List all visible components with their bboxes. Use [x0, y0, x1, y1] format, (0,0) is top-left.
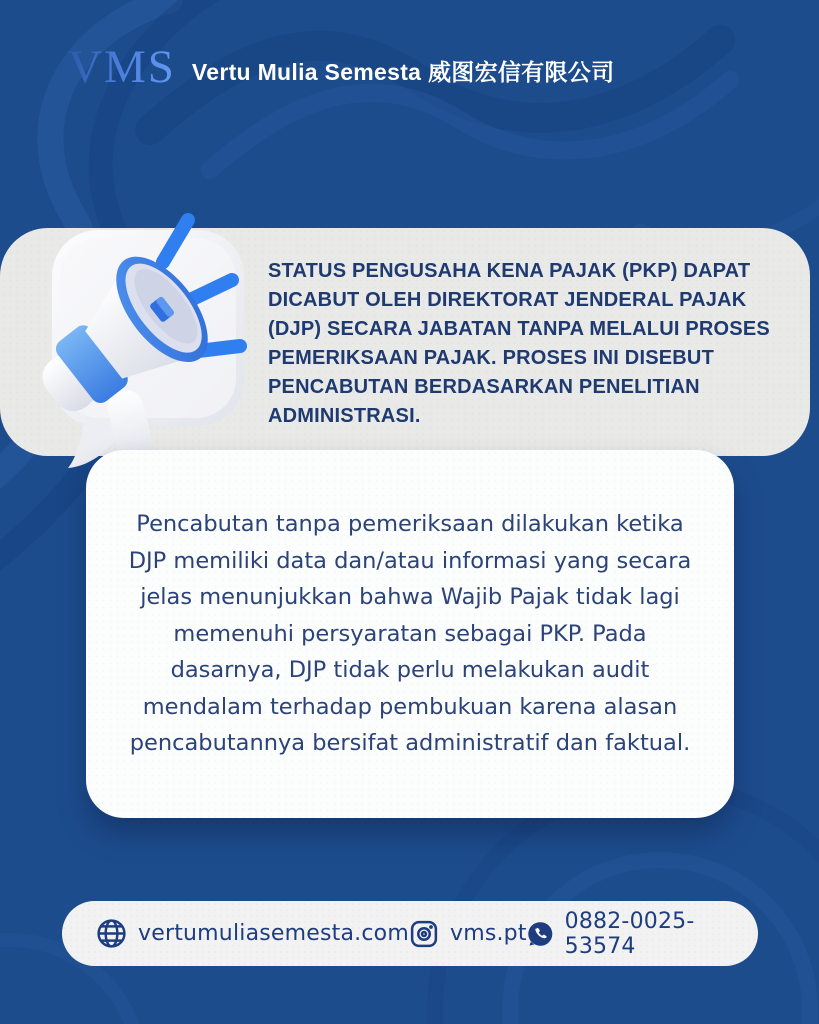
- instagram-handle: vms.pt: [449, 921, 527, 946]
- body-text: Pencabutan tanpa pemeriksaan dilakukan ketika DJP memiliki data dan/atau informasi yang secara jelas menunjukkan bahwa Wajib Pajak tidak lagi memenuhi persyaratan sebagai PKP. Pada dasarnya, DJP tidak perlu melakukan audit mendalam terhadap pembukuan karena alasan pencabutannya bersifat administratif dan faktual.: [128, 511, 692, 757]
- whatsapp-icon: [527, 917, 554, 951]
- footer-contact-bar: [62, 901, 758, 966]
- phone-number: 0882-0025-53574: [564, 908, 695, 959]
- header: [68, 41, 615, 93]
- megaphone-illustration: [0, 200, 262, 472]
- vms-logo: VMS: [68, 41, 176, 93]
- instagram-icon: [409, 919, 439, 949]
- company-name: Vertu Mulia Semesta 威图宏信有限公司: [191, 59, 615, 85]
- instagram-contact: [409, 919, 527, 949]
- globe-icon: [96, 918, 127, 949]
- website-url: vertumuliasemesta.com: [138, 921, 409, 946]
- phone-contact: [527, 909, 724, 959]
- headline-text: STATUS PENGUSAHA KENA PAJAK (PKP) DAPAT DICABUT OLEH DIREKTORAT JENDERAL PAJAK (DJP) SECARA JABATAN TANPA MELALUI PROSES PEMERIKSAAN PAJAK. PROSES INI DISEBUT PENCABUTAN BERDASARKAN PENELITIAN ADMINISTRASI.: [268, 260, 770, 427]
- body-card: [86, 450, 734, 818]
- website-contact: [96, 918, 409, 949]
